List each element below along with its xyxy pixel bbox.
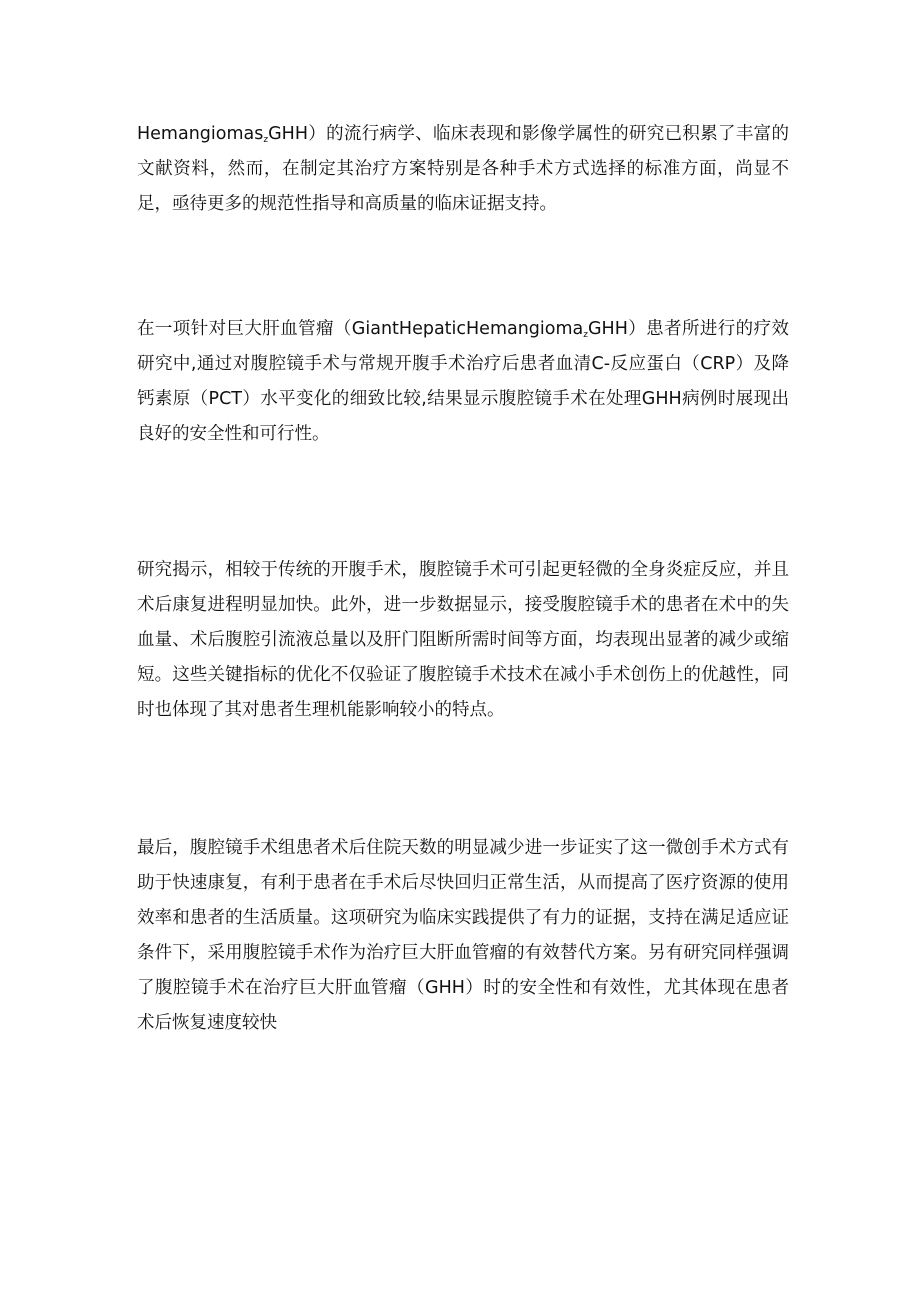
paragraph-2-subscript: z bbox=[583, 330, 588, 340]
paragraph-4: 最后，腹腔镜手术组患者术后住院天数的明显减少进一步证实了这一微创手术方式有助于快速康复，有利于患者在手术后尽快回归正常生活，从而提高了医疗资源的使用效率和患者的生活质量。这项研究为临床实践提供了有力的证据，支持在满足适应证条件下，采用腹腔镜手术作为治疗巨大肝血管瘤的有效替代方案。另有研究同样强调了腹腔镜手术在治疗巨大肝血管瘤（GHH）时的安全性和有效性，尤其体现在患者术后恢复速度较快 bbox=[137, 838, 789, 1033]
paragraph-2-lead: 在一项针对巨大肝血管瘤（GiantHepaticHemangioma bbox=[137, 319, 584, 339]
paragraph-2-rest: GHH）患者所进行的疗效研究中,通过对腹腔镜手术与常规开腹手术治疗后患者血清C-反应蛋白（CRP）及降钙素原（PCT）水平变化的细致比较,结果显示腹腔镜手术在处理GHH病例时展现出良好的安全性和可行性。 bbox=[137, 319, 789, 444]
paragraph-1-rest: GHH）的流行病学、临床表现和影像学属性的研究已积累了丰富的文献资料，然而，在制定其治疗方案特别是各种手术方式选择的标准方面，尚显不足，亟待更多的规范性指导和高质量的临床证据支持。 bbox=[137, 124, 789, 214]
paragraph-2 bbox=[137, 312, 789, 452]
paragraph-1-subscript: z bbox=[263, 135, 269, 145]
paragraph-1 bbox=[137, 117, 789, 222]
paragraph-1-lead: Hemangiomas bbox=[137, 124, 264, 144]
paragraph-3: 研究揭示，相较于传统的开腹手术，腹腔镜手术可引起更轻微的全身炎症反应，并且术后康复进程明显加快。此外，进一步数据显示，接受腹腔镜手术的患者在术中的失血量、术后腹腔引流液总量以及肝门阻断所需时间等方面，均表现出显著的减少或缩短。这些关键指标的优化不仅验证了腹腔镜手术技术在减小手术创伤上的优越性，同时也体现了其对患者生理机能影响较小的特点。 bbox=[137, 560, 789, 720]
